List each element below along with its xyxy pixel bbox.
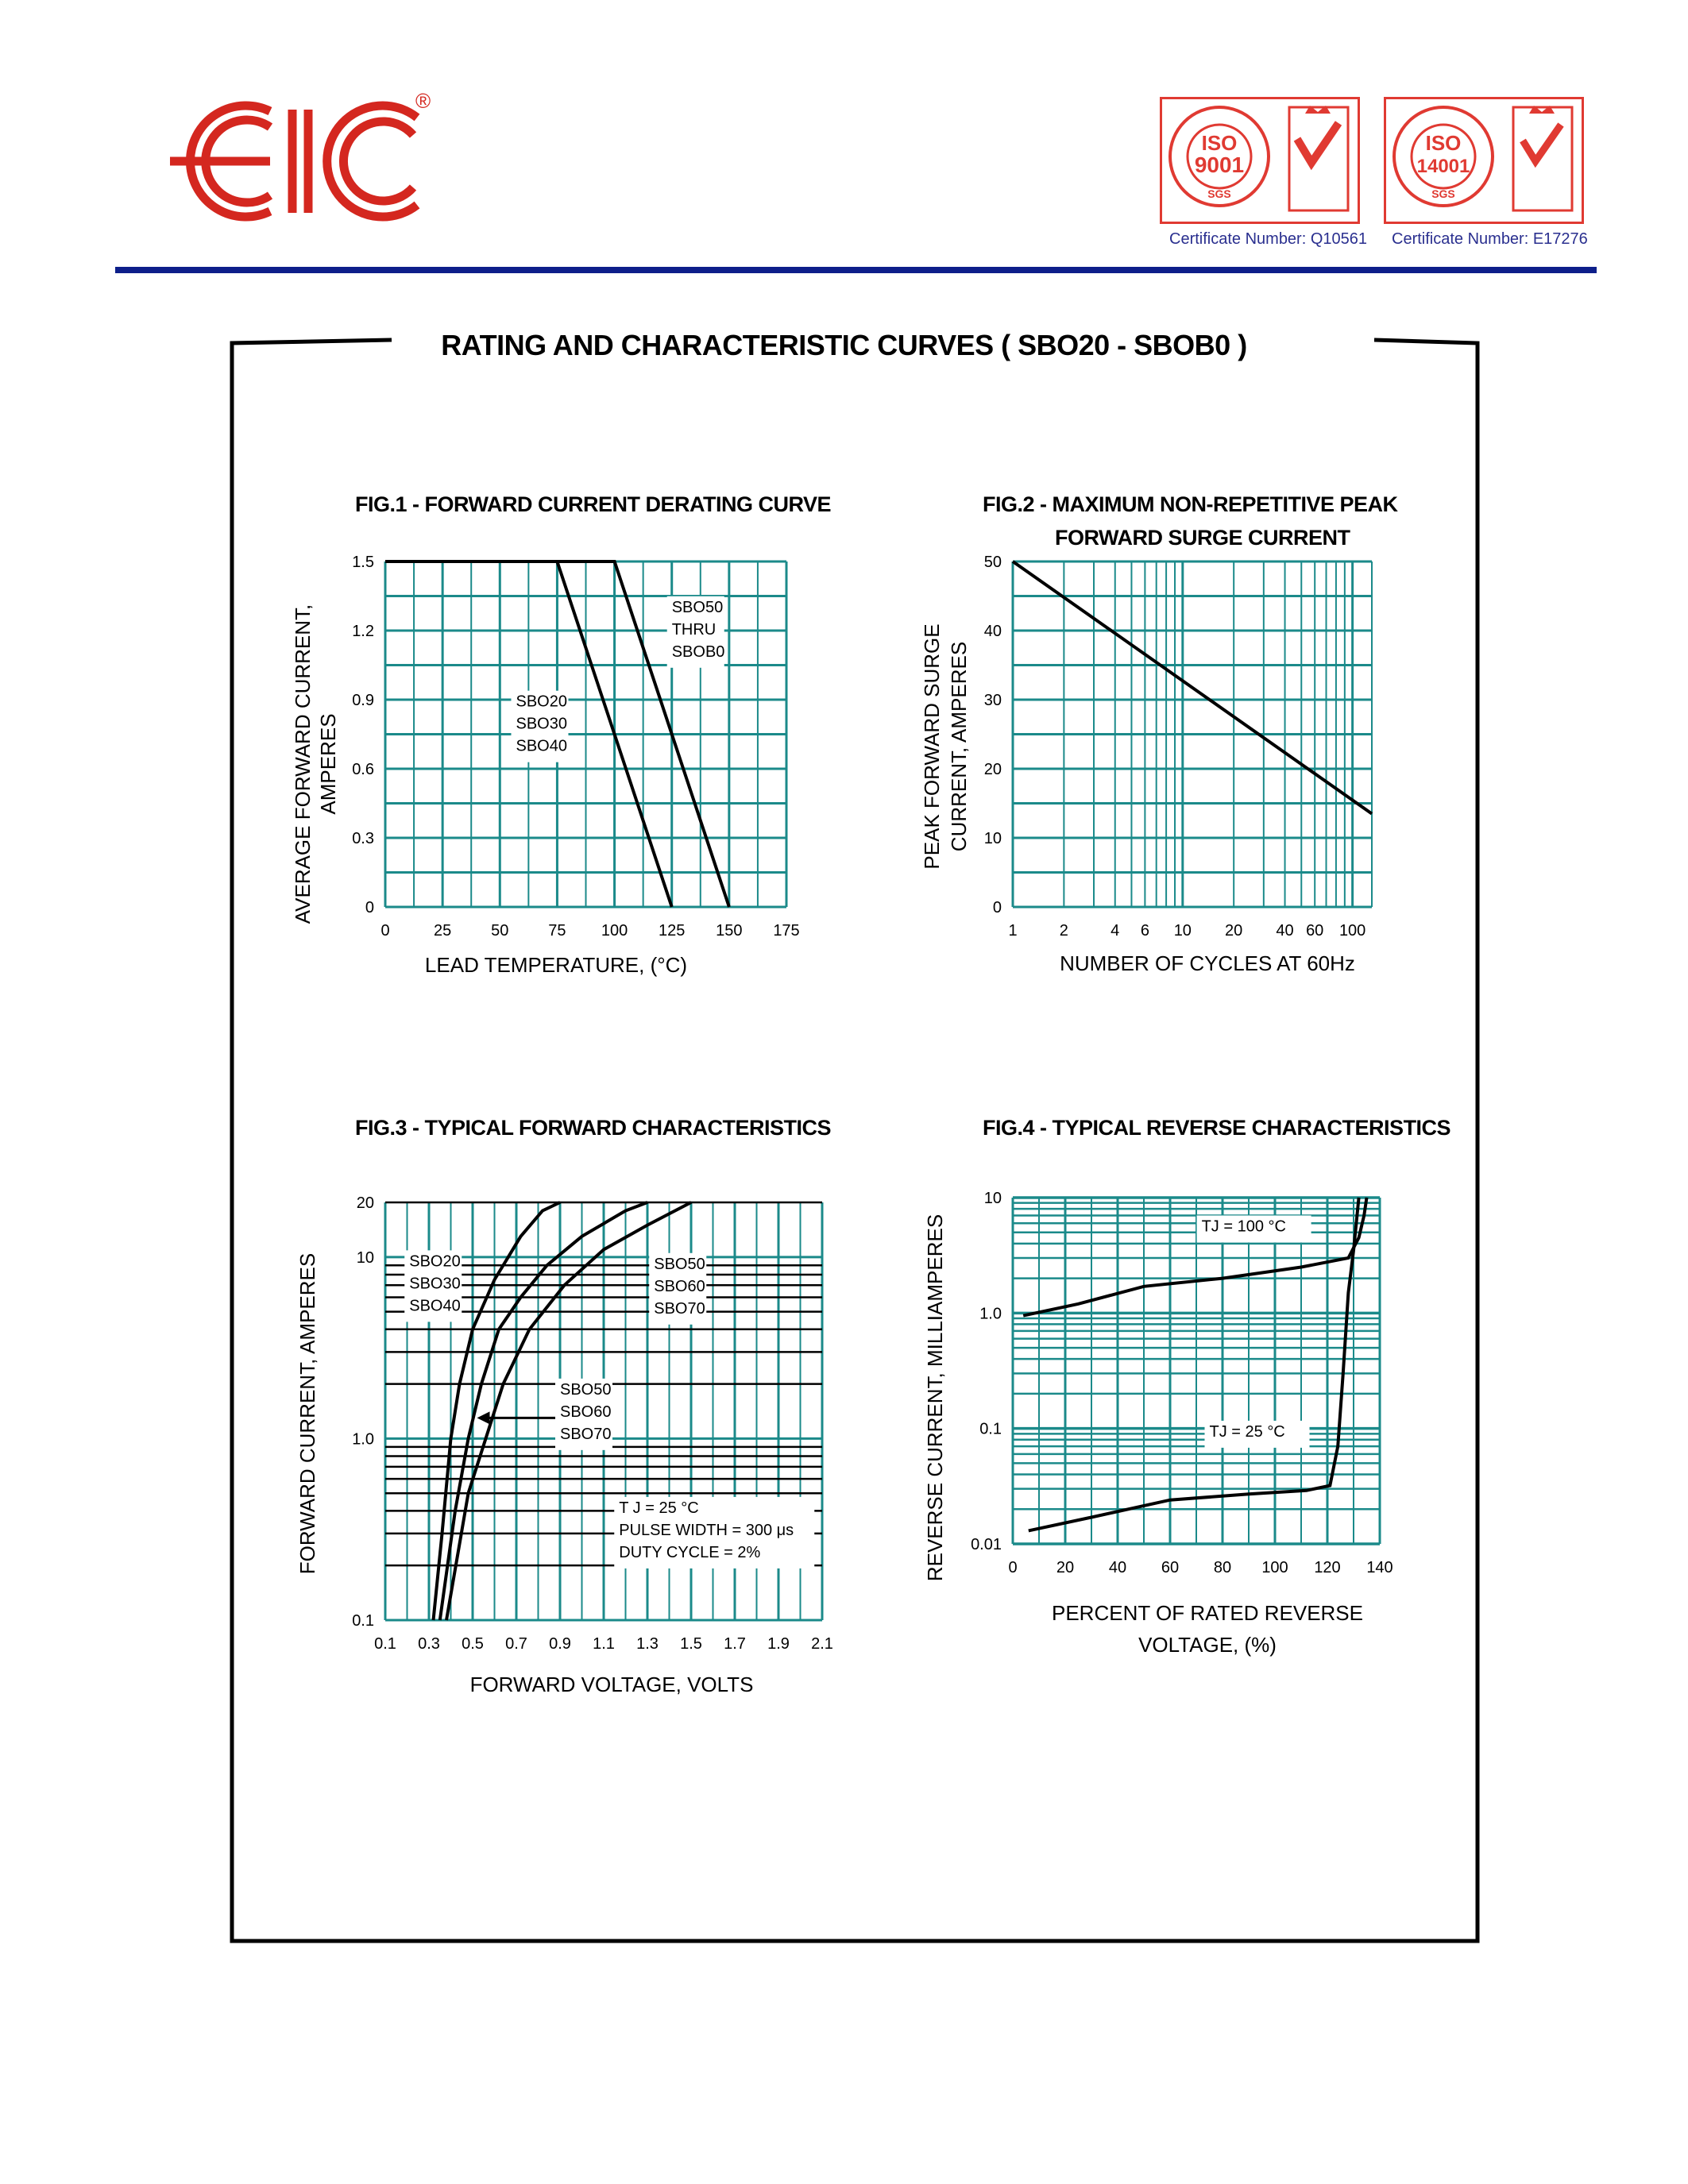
fig1-series-label: SBOB0: [671, 642, 725, 661]
fig3-y-tick-label: 0.1: [352, 1612, 374, 1630]
fig3-y-tick-label: 1.0: [352, 1430, 374, 1449]
fig4-xlabel-line2: VOLTAGE, (%): [1138, 1633, 1277, 1657]
fig2-ylabel-line1: PEAK FORWARD SURGE: [920, 623, 944, 870]
fig1-x-tick-label: 25: [434, 922, 452, 940]
fig3-x-tick-label: 1.7: [724, 1635, 746, 1653]
fig1-y-tick-label: 1.2: [352, 623, 374, 640]
fig1-series-label: SBO50: [671, 598, 724, 616]
fig1-x-tick-label: 125: [659, 922, 686, 940]
fig2-x-tick-label: 10: [1173, 922, 1192, 940]
fig4-x-tick-label: 20: [1056, 1559, 1075, 1576]
fig3-legend-right: SBO60: [654, 1277, 705, 1295]
agency-text: SGS: [1431, 187, 1455, 200]
fig3-annotation: DUTY CYCLE = 2%: [619, 1543, 761, 1561]
fig3-annotation: T J = 25 °C: [619, 1499, 699, 1517]
fig1-y-tick-label: 0: [365, 899, 374, 916]
fig2-ylabel-line2: CURRENT, AMPERES: [947, 641, 971, 852]
fig3-xlabel: FORWARD VOLTAGE, VOLTS: [469, 1673, 754, 1696]
fig1-ylabel-line1: AVERAGE FORWARD CURRENT,: [291, 604, 315, 924]
fig3-x-tick-label: 0.7: [505, 1635, 527, 1653]
fig2-x-tick-label: 2: [1059, 922, 1068, 940]
fig1-ylabel-line2: AMPERES: [316, 713, 340, 815]
fig4-x-tick-label: 140: [1366, 1559, 1393, 1576]
fig4-grid: [1013, 1198, 1380, 1544]
fig1-x-tick-label: 50: [491, 922, 509, 940]
fig3-legend-top: SBO20: [409, 1252, 461, 1271]
fig1-y-tick-label: 0.6: [352, 761, 374, 778]
fig1-series-label: SBO30: [516, 715, 567, 733]
fig3-x-tick-label: 0.3: [418, 1635, 440, 1653]
fig2-title: FIG.2 - MAXIMUM NON-REPETITIVE PEAK: [983, 492, 1398, 516]
fig3-x-tick-label: 1.1: [593, 1635, 615, 1653]
fig1-series-label: SBO40: [516, 737, 567, 755]
certificate-number: Certificate Number: Q10561: [1169, 230, 1368, 248]
fig3-legend-top: SBO30: [409, 1275, 461, 1293]
fig4-x-tick-label: 120: [1314, 1559, 1341, 1576]
fig3-legend-mid: SBO60: [560, 1403, 612, 1421]
fig1-x-tick-label: 150: [716, 922, 743, 940]
fig2-x-tick-label: 100: [1338, 922, 1366, 940]
fig3-forward-chart: [286, 1175, 842, 1715]
fig4-series-line: [1029, 1198, 1359, 1530]
fig4-y-tick-label: 10: [983, 1190, 1002, 1207]
fig2-x-tick-label: 60: [1306, 922, 1324, 940]
fig2-y-tick-label: 40: [983, 623, 1002, 640]
page-title-text: RATING AND CHARACTERISTIC CURVES ( SBO20 - SBOB0 ): [430, 329, 1257, 361]
fig4-series-label: TJ = 25 °C: [1209, 1422, 1285, 1441]
fig4-y-tick-label: 0.1: [979, 1420, 1002, 1438]
fig4-x-tick-label: 40: [1108, 1559, 1127, 1576]
fig2-y-tick-label: 30: [983, 692, 1002, 709]
fig4-xlabel-line1: PERCENT OF RATED REVERSE: [1052, 1601, 1363, 1625]
fig2-x-tick-label: 1: [1008, 922, 1018, 940]
fig2-title-line2: FORWARD SURGE CURRENT: [1055, 526, 1350, 550]
fig4-x-tick-label: 60: [1161, 1559, 1180, 1576]
fig1-xlabel: LEAD TEMPERATURE, (°C): [424, 953, 688, 977]
fig3-legend-mid: SBO70: [560, 1425, 612, 1443]
fig4-ylabel: REVERSE CURRENT, MILLIAMPERES: [923, 1214, 947, 1582]
agency-text: SGS: [1207, 187, 1231, 200]
fig3-x-tick-label: 0.5: [462, 1635, 484, 1653]
fig3-title: FIG.3 - TYPICAL FORWARD CHARACTERISTICS: [355, 1116, 832, 1140]
fig2-x-tick-label: 20: [1225, 922, 1243, 940]
certificate-number: Certificate Number: E17276: [1392, 230, 1588, 248]
fig4-x-tick-label: 0: [1008, 1559, 1018, 1576]
fig1-derating-chart: [286, 532, 842, 993]
fig2-x-tick-label: 6: [1140, 922, 1149, 940]
fig4-reverse-chart: [914, 1175, 1406, 1700]
fig1-x-tick-label: 75: [548, 922, 566, 940]
fig1-title: FIG.1 - FORWARD CURRENT DERATING CURVE: [355, 492, 832, 516]
fig2-surge-line: [1013, 561, 1372, 814]
fig3-x-tick-label: 0.1: [374, 1635, 396, 1653]
fig3-annotation: PULSE WIDTH = 300 μs: [619, 1521, 794, 1539]
fig1-y-tick-label: 1.5: [352, 554, 374, 571]
fig1-series-label: SBO20: [516, 693, 567, 711]
fig2-y-tick-label: 50: [983, 554, 1002, 571]
fig2-grid: [1013, 561, 1372, 907]
iso-number-text: 14001: [1416, 156, 1470, 177]
fig2-y-tick-label: 0: [992, 899, 1002, 916]
fig3-legend-right: SBO70: [654, 1299, 705, 1318]
fig1-x-tick-label: 100: [601, 922, 628, 940]
fig1-y-tick-label: 0.9: [352, 692, 374, 709]
fig3-x-tick-label: 0.9: [549, 1635, 571, 1653]
fig1-x-tick-label: 0: [380, 922, 390, 940]
fig2-x-tick-label: 4: [1111, 922, 1120, 940]
fig3-arrow-head-icon: [477, 1411, 490, 1424]
page-title: [0, 329, 1688, 362]
fig3-legend-mid: SBO50: [560, 1380, 612, 1399]
fig1-grid: [385, 561, 786, 907]
fig3-y-tick-label: 10: [356, 1248, 374, 1267]
fig2-y-tick-label: 10: [983, 830, 1002, 847]
fig2-surge-chart: [914, 532, 1406, 993]
fig3-legend-top: SBO40: [409, 1297, 461, 1315]
fig1-series-label: THRU: [671, 620, 717, 639]
fig4-y-tick-label: 0.01: [971, 1536, 1002, 1553]
registered-mark: ®: [415, 89, 431, 113]
fig1-x-tick-label: 175: [773, 922, 800, 940]
fig3-x-tick-label: 1.5: [680, 1635, 702, 1653]
iso-standard-text: ISO: [1201, 131, 1238, 155]
fig4-x-tick-label: 80: [1213, 1559, 1232, 1576]
fig3-legend-right: SBO50: [654, 1255, 705, 1273]
fig2-y-tick-label: 20: [983, 761, 1002, 778]
fig2-x-tick-label: 40: [1276, 922, 1294, 940]
fig4-y-tick-label: 1.0: [979, 1305, 1002, 1323]
fig3-x-tick-label: 2.1: [811, 1635, 833, 1653]
fig3-x-tick-label: 1.9: [767, 1635, 790, 1653]
fig3-y-tick-label: 20: [356, 1194, 374, 1212]
iso-number-text: 9001: [1194, 152, 1245, 177]
fig2-xlabel: NUMBER OF CYCLES AT 60Hz: [1060, 951, 1355, 975]
fig1-y-tick-label: 0.3: [352, 830, 374, 847]
fig4-x-tick-label: 100: [1261, 1559, 1288, 1576]
fig4-series-label: TJ = 100 °C: [1201, 1217, 1286, 1236]
fig4-title: FIG.4 - TYPICAL REVERSE CHARACTERISTICS: [983, 1116, 1451, 1140]
iso-standard-text: ISO: [1425, 131, 1462, 155]
fig3-ylabel: FORWARD CURRENT, AMPERES: [295, 1252, 319, 1575]
fig3-x-tick-label: 1.3: [636, 1635, 659, 1653]
